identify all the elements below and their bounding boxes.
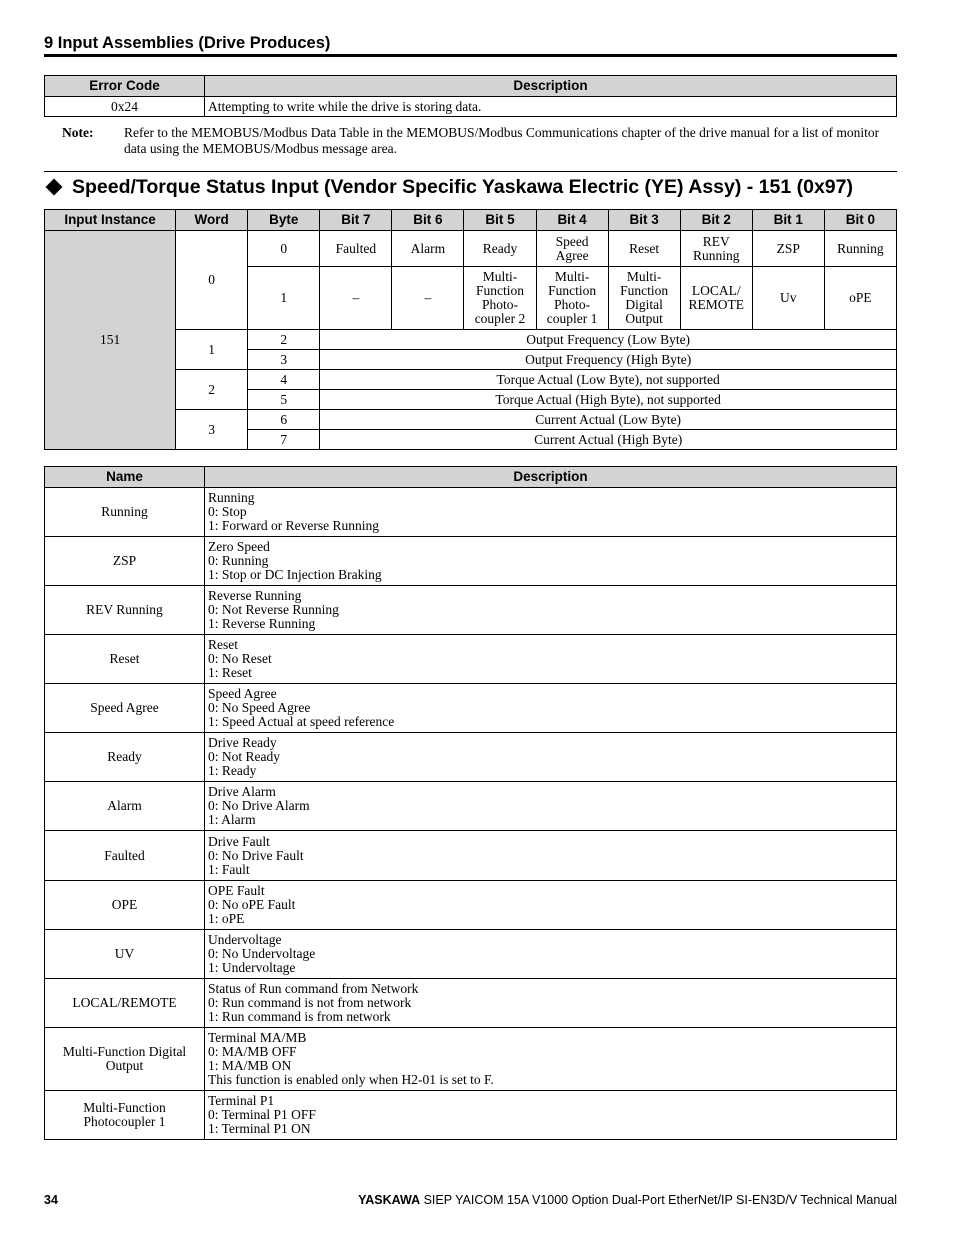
name-line: Speed Agree [90, 700, 159, 715]
table-row [45, 635, 897, 684]
byte-description-cell: Torque Actual (Low Byte), not supported [320, 370, 897, 390]
description-line: 0: No Speed Agree [208, 700, 311, 715]
description-cell [205, 930, 897, 979]
description-line: 0: Running [208, 553, 269, 568]
bit-cell-line: Multi- [626, 269, 662, 284]
byte-cell: 3 [248, 350, 320, 370]
name-cell [45, 979, 205, 1028]
description-cell [205, 979, 897, 1028]
description-line: 1: Speed Actual at speed reference [208, 714, 395, 729]
table-row [45, 488, 897, 537]
byte-cell: 6 [248, 410, 320, 430]
name-line: Output [105, 1058, 144, 1073]
table-row [45, 1091, 897, 1140]
name-line: LOCAL/REMOTE [72, 995, 177, 1010]
column-header-input-instance: Input Instance [45, 210, 176, 231]
name-cell [45, 881, 205, 930]
description-line: Reverse Running [208, 588, 302, 603]
description-line: 1: Ready [208, 763, 257, 778]
page-header: 9 Input Assemblies (Drive Produces) [44, 34, 331, 52]
description-line: Running [208, 490, 255, 505]
bit-cell-line: Multi- [482, 269, 518, 284]
bit-cell-line: coupler 1 [546, 311, 598, 326]
description-line: 1: Forward or Reverse Running [208, 518, 379, 533]
table-row [45, 231, 897, 267]
footer-brand: YASKAWA [358, 1193, 421, 1207]
section-rule [44, 171, 897, 172]
description-line: 1: Fault [208, 861, 250, 877]
bit-cell [608, 231, 680, 267]
note-text: Refer to the MEMOBUS/Modbus Data Table in the MEMOBUS/Modbus Communications chapter of the drive manual for a list of monitor data using the MEMOBUS/Modbus message area. [124, 125, 880, 156]
column-header-word: Word [176, 210, 248, 231]
name-line: Multi-Function Digital [62, 1044, 187, 1059]
bit-cell-line: ZSP [776, 240, 800, 256]
description-line: 1: oPE [208, 911, 245, 926]
description-line: 1: Stop or DC Injection Braking [208, 567, 382, 582]
word-cell: 0 [176, 231, 248, 330]
bit-cell [680, 267, 752, 330]
byte-cell: 0 [248, 231, 320, 267]
bit-cell [320, 231, 392, 267]
description-line: Terminal MA/MB [208, 1030, 307, 1045]
word-cell: 1 [176, 330, 248, 370]
name-cell [45, 684, 205, 733]
input-instance-cell: 151 [45, 231, 176, 450]
byte-description-cell: Output Frequency (Low Byte) [320, 330, 897, 350]
description-line: Terminal P1 [208, 1093, 275, 1108]
bit-cell-line: Running [837, 240, 884, 256]
name-cell [45, 586, 205, 635]
byte-description-cell: Torque Actual (High Byte), not supported [320, 390, 897, 410]
description-line: Zero Speed [208, 539, 270, 554]
table-header-row [45, 210, 897, 231]
column-header-byte: Byte [248, 210, 320, 231]
description-line: 1: MA/MB ON [208, 1058, 292, 1073]
description-cell [205, 881, 897, 930]
description-line: 0: No oPE Fault [208, 897, 296, 912]
byte-cell: 4 [248, 370, 320, 390]
bit-cell-line: – [352, 290, 360, 305]
bit-cell-line: oPE [849, 290, 872, 305]
name-line: Multi-Function [83, 1100, 166, 1115]
table-row [45, 831, 897, 881]
word-cell: 3 [176, 410, 248, 450]
description-cell [205, 488, 897, 537]
name-line: Alarm [107, 798, 142, 813]
description-line: 0: No Drive Fault [208, 847, 304, 863]
description-line: 0: No Undervoltage [208, 946, 316, 961]
column-header-bit-2: Bit 2 [680, 210, 752, 231]
byte-cell: 2 [248, 330, 320, 350]
description-line: 0: Terminal P1 OFF [208, 1107, 316, 1122]
error-code-table [44, 75, 897, 117]
name-line: Reset [109, 651, 140, 666]
name-cell [45, 733, 205, 782]
bit-cell-line: Ready [482, 240, 518, 256]
footer-manual-name: SIEP YAICOM 15A V1000 Option Dual-Port EtherNet/IP SI-EN3D/V Technical Manual [420, 1193, 897, 1207]
bit-cell-line: Alarm [410, 240, 446, 256]
description-line: Drive Ready [208, 735, 277, 750]
diamond-bullet-icon [46, 178, 63, 195]
description-line: OPE Fault [208, 883, 265, 898]
byte-cell: 7 [248, 430, 320, 450]
bit-assignment-table [44, 209, 897, 450]
table-row [45, 586, 897, 635]
column-header-bit-5: Bit 5 [464, 210, 536, 231]
table-row [45, 930, 897, 979]
name-line: Running [101, 504, 148, 519]
column-header-description: Description [205, 76, 897, 97]
name-cell [45, 930, 205, 979]
name-cell [45, 1091, 205, 1140]
section-title-text: Speed/Torque Status Input (Vendor Specific Yaskawa Electric (YE) Assy) - 151 (0x97) [72, 176, 853, 198]
description-line: 0: No Drive Alarm [208, 798, 310, 813]
column-header-name: Name [45, 467, 205, 488]
name-line: OPE [111, 897, 138, 912]
table-row [45, 782, 897, 831]
bit-cell [392, 267, 464, 330]
bit-cell [608, 267, 680, 330]
name-line: REV Running [86, 602, 163, 617]
header-rule [44, 54, 897, 57]
table-header-row [45, 467, 897, 488]
name-cell [45, 488, 205, 537]
description-line: Status of Run command from Network [208, 981, 419, 996]
description-cell [205, 1091, 897, 1140]
bit-cell [320, 267, 392, 330]
table-row [45, 684, 897, 733]
description-line: 0: MA/MB OFF [208, 1044, 297, 1059]
name-cell [45, 782, 205, 831]
byte-cell: 1 [248, 267, 320, 330]
column-header-error-code: Error Code [45, 76, 205, 97]
bit-cell-line: LOCAL/ [691, 283, 741, 298]
bit-cell-line: Function [548, 283, 597, 298]
error-description-cell: Attempting to write while the drive is storing data. [205, 97, 897, 117]
table-header-row [45, 76, 897, 97]
footer-manual-title [358, 1193, 897, 1207]
byte-cell: 5 [248, 390, 320, 410]
description-line: Reset [208, 637, 238, 652]
bit-cell-line: coupler 2 [474, 311, 526, 326]
section-heading [44, 175, 904, 199]
bit-cell-line: Output [625, 311, 663, 326]
description-line: 0: Not Reverse Running [208, 602, 339, 617]
description-cell [205, 586, 897, 635]
description-line: 1: Reset [208, 665, 252, 680]
description-cell [205, 1028, 897, 1091]
name-cell [45, 537, 205, 586]
bit-cell [536, 231, 608, 267]
note-label: Note: [62, 125, 94, 140]
bit-cell [536, 267, 608, 330]
page-number: 34 [44, 1193, 58, 1207]
column-header-bit-6: Bit 6 [392, 210, 464, 231]
bit-cell [824, 231, 896, 267]
bit-cell-line: Faulted [335, 240, 377, 256]
page-footer [44, 1193, 897, 1209]
byte-description-cell: Current Actual (High Byte) [320, 430, 897, 450]
description-cell [205, 635, 897, 684]
description-line: Drive Fault [208, 833, 270, 849]
description-line: This function is enabled only when H2-01 is set to F. [208, 1072, 494, 1087]
table-row [45, 97, 897, 117]
bit-cell-line: Speed [555, 233, 589, 249]
bit-cell [752, 267, 824, 330]
bit-cell-line: Function [620, 283, 669, 298]
column-header-bit-0: Bit 0 [824, 210, 896, 231]
description-line: 1: Terminal P1 ON [208, 1121, 311, 1136]
bit-cell-line: Running [692, 247, 740, 263]
bit-cell [824, 267, 896, 330]
bit-cell-line: REV [702, 233, 730, 249]
description-cell [205, 684, 897, 733]
description-cell [205, 782, 897, 831]
bit-cell-line: – [424, 290, 432, 305]
description-line: 0: Not Ready [208, 749, 280, 764]
name-line: Faulted [104, 847, 145, 863]
description-line: Speed Agree [208, 686, 277, 701]
table-row [45, 733, 897, 782]
column-header-bit-4: Bit 4 [536, 210, 608, 231]
bit-cell [752, 231, 824, 267]
bit-cell-line: Uv [780, 290, 797, 305]
bit-cell [464, 267, 536, 330]
description-cell [205, 733, 897, 782]
table-row [45, 537, 897, 586]
name-line: UV [114, 946, 135, 961]
description-line: 0: No Reset [208, 651, 272, 666]
name-cell [45, 831, 205, 881]
name-cell [45, 635, 205, 684]
column-header-description: Description [205, 467, 897, 488]
column-header-bit-1: Bit 1 [752, 210, 824, 231]
bit-cell-line: Photo- [481, 297, 518, 312]
word-cell: 2 [176, 370, 248, 410]
description-line: 1: Reverse Running [208, 616, 316, 631]
bit-cell-line: Digital [625, 297, 663, 312]
name-line: Ready [107, 749, 142, 764]
byte-description-cell: Current Actual (Low Byte) [320, 410, 897, 430]
bit-cell-line: REMOTE [688, 297, 744, 312]
error-code-cell: 0x24 [45, 97, 205, 117]
description-line: 1: Undervoltage [208, 960, 296, 975]
bit-cell-line: Agree [555, 247, 589, 263]
description-line: Drive Alarm [208, 784, 276, 799]
table-row [45, 979, 897, 1028]
bit-cell-line: Photo- [554, 297, 591, 312]
table-row [45, 1028, 897, 1091]
description-line: 1: Alarm [208, 812, 256, 827]
name-line: ZSP [112, 553, 137, 568]
bit-cell [464, 231, 536, 267]
description-cell [205, 537, 897, 586]
description-line: 0: Run command is not from network [208, 995, 412, 1010]
name-line: Photocoupler 1 [83, 1114, 166, 1129]
column-header-bit-3: Bit 3 [608, 210, 680, 231]
description-line: 1: Run command is from network [208, 1009, 391, 1024]
description-cell [205, 831, 897, 881]
name-cell [45, 1028, 205, 1091]
bit-cell [392, 231, 464, 267]
table-row [45, 881, 897, 930]
description-line: 0: Stop [208, 504, 247, 519]
description-line: Undervoltage [208, 932, 282, 947]
byte-description-cell: Output Frequency (High Byte) [320, 350, 897, 370]
name-description-table [44, 466, 897, 1140]
bit-cell-line: Function [475, 283, 524, 298]
bit-cell-line: Reset [629, 240, 660, 256]
column-header-bit-7: Bit 7 [320, 210, 392, 231]
bit-cell-line: Multi- [554, 269, 590, 284]
bit-cell [680, 231, 752, 267]
